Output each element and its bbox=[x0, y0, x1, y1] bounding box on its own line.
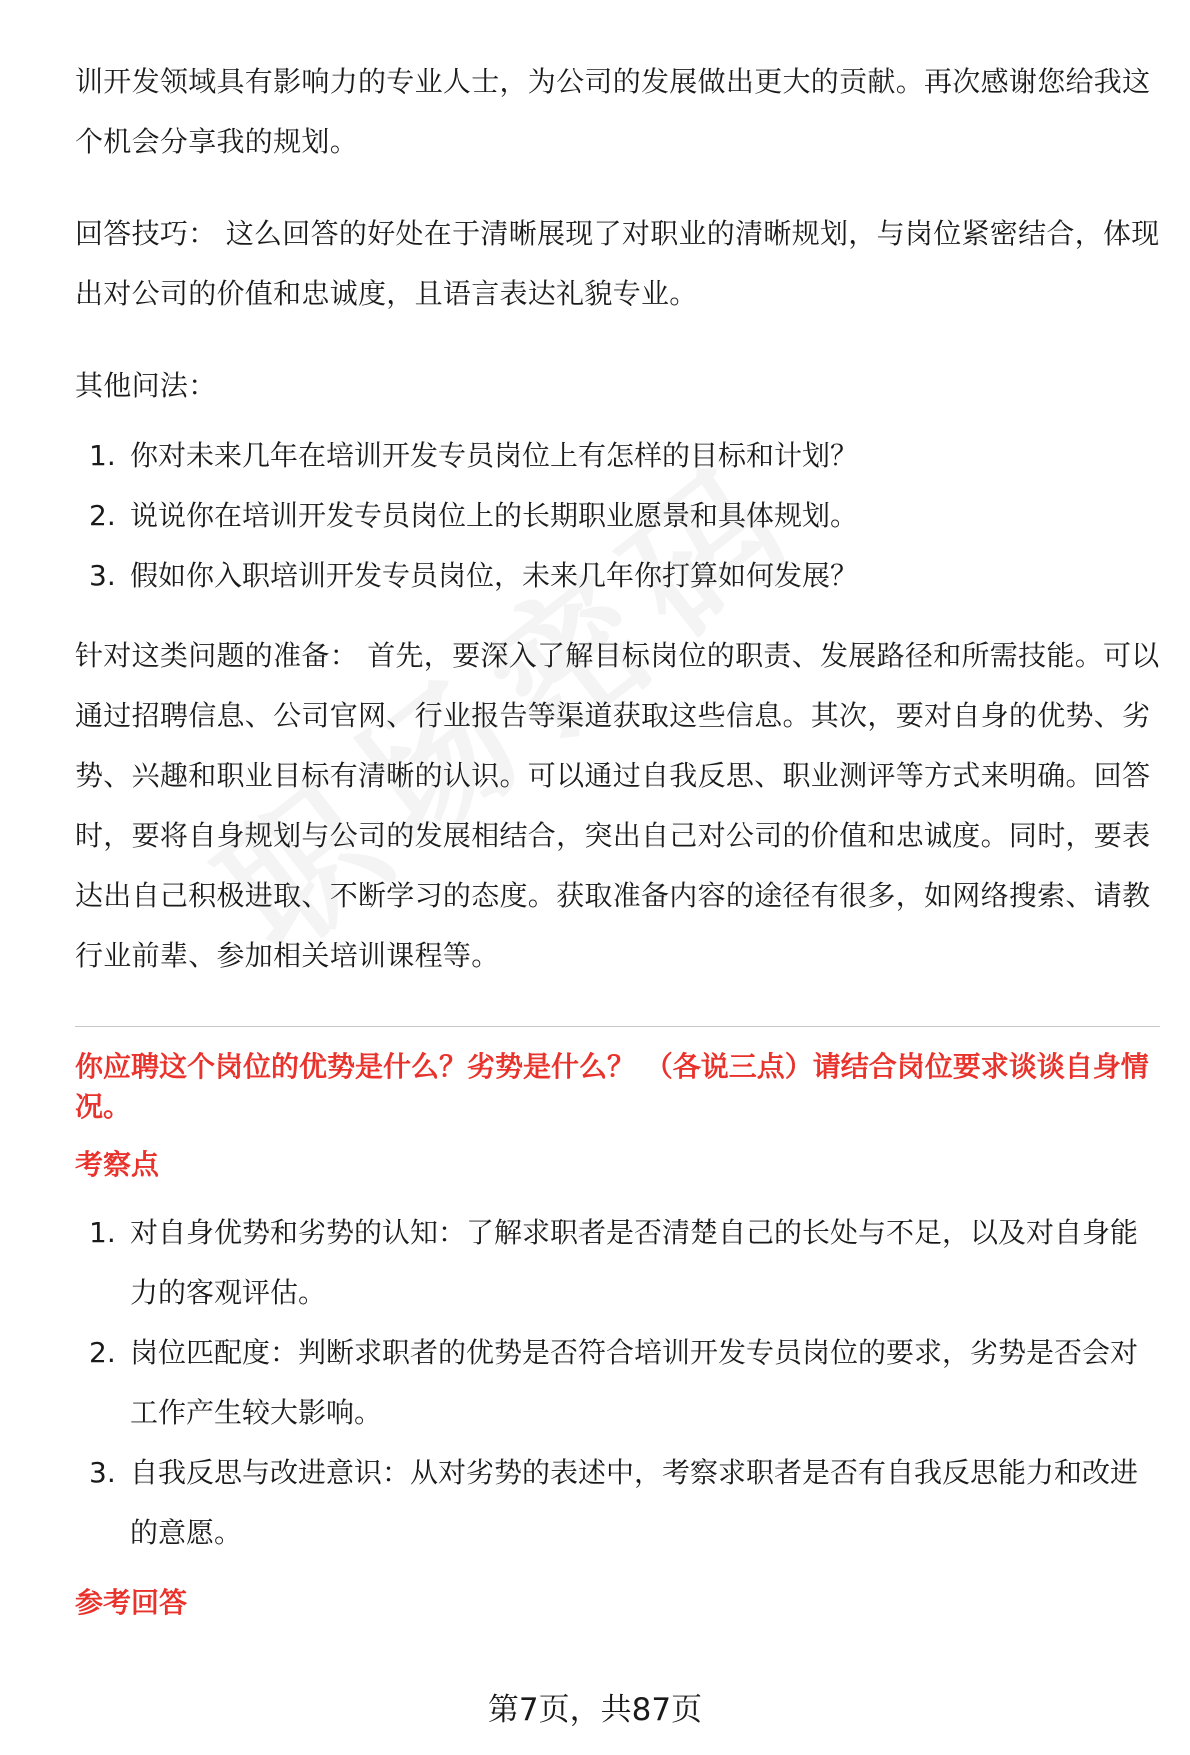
list-item-number: 1. bbox=[89, 1216, 116, 1249]
document-page bbox=[75, 52, 1160, 1641]
other-questions-heading: 其他问法： bbox=[75, 369, 217, 402]
list-item-number: 3. bbox=[89, 559, 116, 592]
other-questions-list bbox=[75, 426, 1160, 606]
inspect-points-heading: 考察点 bbox=[75, 1148, 160, 1181]
list-item bbox=[75, 1323, 1160, 1443]
reference-answer-heading: 参考回答 bbox=[75, 1586, 188, 1619]
list-item-number: 2. bbox=[89, 1336, 116, 1369]
list-item bbox=[75, 426, 1160, 486]
page-number: 第7页，共87页 bbox=[487, 1692, 703, 1728]
list-item bbox=[75, 486, 1160, 546]
list-item-text: 你对未来几年在培训开发专员岗位上有怎样的目标和计划？ bbox=[130, 439, 859, 472]
question-title: 你应聘这个岗位的优势是什么？劣势是什么？ （各说三点）请结合岗位要求谈谈自身情况。 bbox=[75, 1050, 1149, 1123]
preparation-paragraph: 针对这类问题的准备： 首先，要深入了解目标岗位的职责、发展路径和所需技能。可以通过招聘信息、公司官网、行业报告等渠道获取这些信息。其次，要对自身的优势、劣势、兴趣和职业目标有清晰的认识。可以通过自我反思、职业测评等方式来明确。回答时，要将自身规划与公司的发展相结合，突出自己对公司的价值和忠诚度。同时，要表达出自己积极进取、不断学习的态度。获取准备内容的途径有很多，如网络搜索、请教行业前辈、参加相关培训课程等。 bbox=[75, 639, 1160, 972]
continuation-paragraph: 训开发领域具有影响力的专业人士，为公司的发展做出更大的贡献。再次感谢您给我这个机会分享我的规划。 bbox=[75, 65, 1151, 158]
list-item bbox=[75, 1203, 1160, 1323]
list-item bbox=[75, 546, 1160, 606]
list-item-text: 说说你在培训开发专员岗位上的长期职业愿景和具体规划。 bbox=[130, 499, 859, 532]
list-item-number: 1. bbox=[89, 439, 116, 472]
list-item-text: 对自身优势和劣势的认知：了解求职者是否清楚自己的长处与不足，以及对自身能力的客观评估。 bbox=[130, 1216, 1139, 1309]
answer-tips-paragraph: 回答技巧： 这么回答的好处在于清晰展现了对职业的清晰规划，与岗位紧密结合，体现出对公司的价值和忠诚度，且语言表达礼貌专业。 bbox=[75, 217, 1160, 310]
section-divider bbox=[75, 1026, 1160, 1027]
list-item-number: 2. bbox=[89, 499, 116, 532]
list-item bbox=[75, 1443, 1160, 1563]
list-item-text: 自我反思与改进意识：从对劣势的表述中，考察求职者是否有自我反思能力和改进的意愿。 bbox=[130, 1456, 1139, 1549]
list-item-text: 岗位匹配度：判断求职者的优势是否符合培训开发专员岗位的要求，劣势是否会对工作产生较大影响。 bbox=[130, 1336, 1139, 1429]
list-item-text: 假如你入职培训开发专员岗位，未来几年你打算如何发展？ bbox=[130, 559, 859, 592]
inspect-points-list bbox=[75, 1203, 1160, 1563]
list-item-number: 3. bbox=[89, 1456, 116, 1489]
